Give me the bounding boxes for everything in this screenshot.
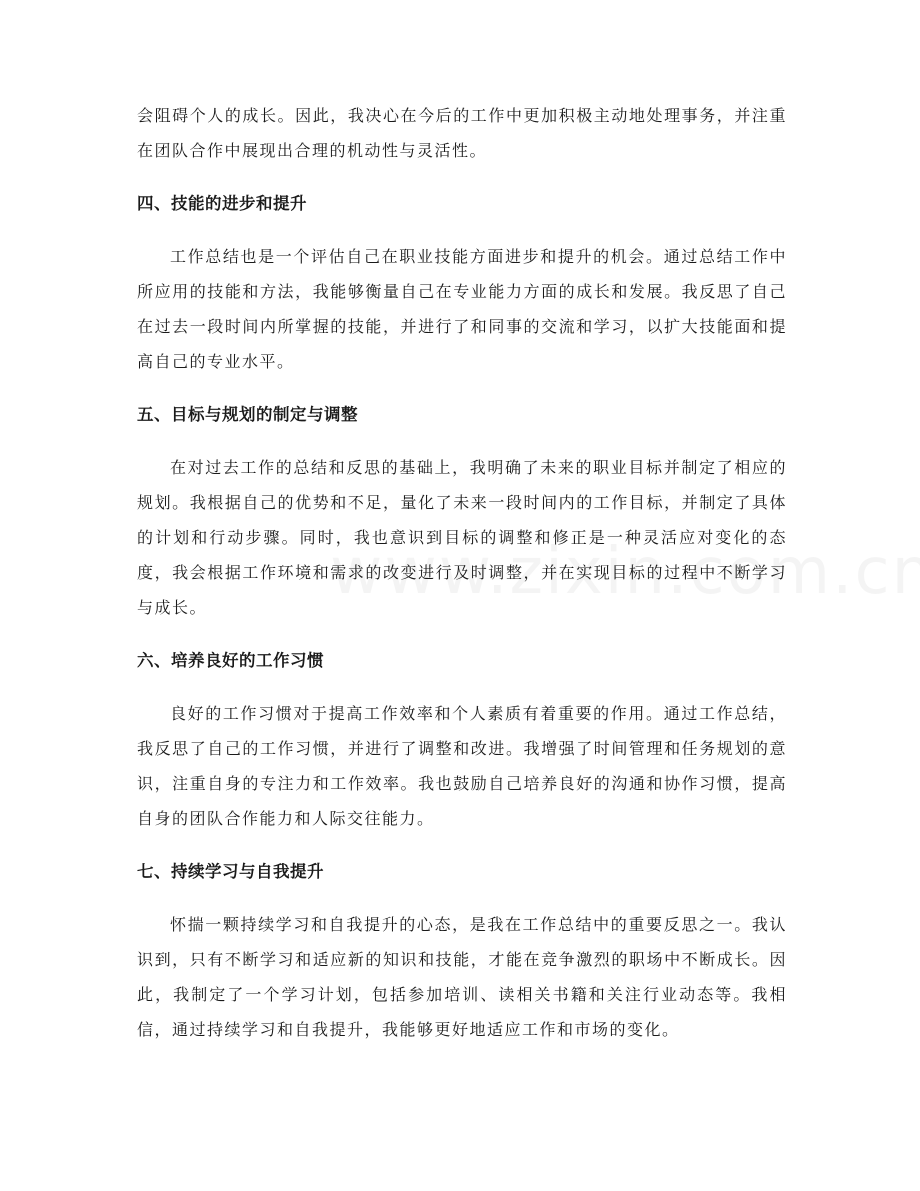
section-paragraph: 在对过去工作的总结和反思的基础上，我明确了未来的职业目标并制定了相应的规划。我根据自己的优势和不足，量化了未来一段时间内的工作目标，并制定了具体的计划和行动步骤。同时，我也意识到目标的调整和修正是一种灵活应对变化的态度，我会根据工作环境和需求的改变进行及时调整，并在实现目标的过程中不断学习与成长。 (137, 458, 787, 617)
section-learning (137, 854, 787, 1047)
section-paragraph: 工作总结也是一个评估自己在职业技能方面进步和提升的机会。通过总结工作中所应用的技能和方法，我能够衡量自己在专业能力方面的成长和发展。我反思了自己在过去一段时间内所掌握的技能，并进行了和同事的交流和学习，以扩大技能面和提高自己的专业水平。 (137, 247, 787, 371)
section-skills (137, 186, 787, 379)
section-heading: 六、培养良好的工作习惯 (137, 651, 324, 670)
section-habits (137, 643, 787, 836)
intro-paragraph: 会阻碍个人的成长。因此，我决心在今后的工作中更加积极主动地处理事务，并注重在团队合作中展现出合理的机动性与灵活性。 (137, 106, 787, 160)
document-body (137, 98, 787, 1047)
section-heading: 四、技能的进步和提升 (137, 194, 307, 213)
section-heading: 七、持续学习与自我提升 (137, 862, 324, 881)
section-goals (137, 397, 787, 625)
section-paragraph: 怀揣一颗持续学习和自我提升的心态，是我在工作总结中的重要反思之一。我认识到，只有不断学习和适应新的知识和技能，才能在竞争激烈的职场中不断成长。因此，我制定了一个学习计划，包括参加培训、读相关书籍和关注行业动态等。我相信，通过持续学习和自我提升，我能够更好地适应工作和市场的变化。 (137, 915, 787, 1039)
section-paragraph: 良好的工作习惯对于提高工作效率和个人素质有着重要的作用。通过工作总结，我反思了自己的工作习惯，并进行了调整和改进。我增强了时间管理和任务规划的意识，注重自身的专注力和工作效率。我也鼓励自己培养良好的沟通和协作习惯，提高自身的团队合作能力和人际交往能力。 (137, 704, 787, 828)
section-heading: 五、目标与规划的制定与调整 (137, 405, 358, 424)
